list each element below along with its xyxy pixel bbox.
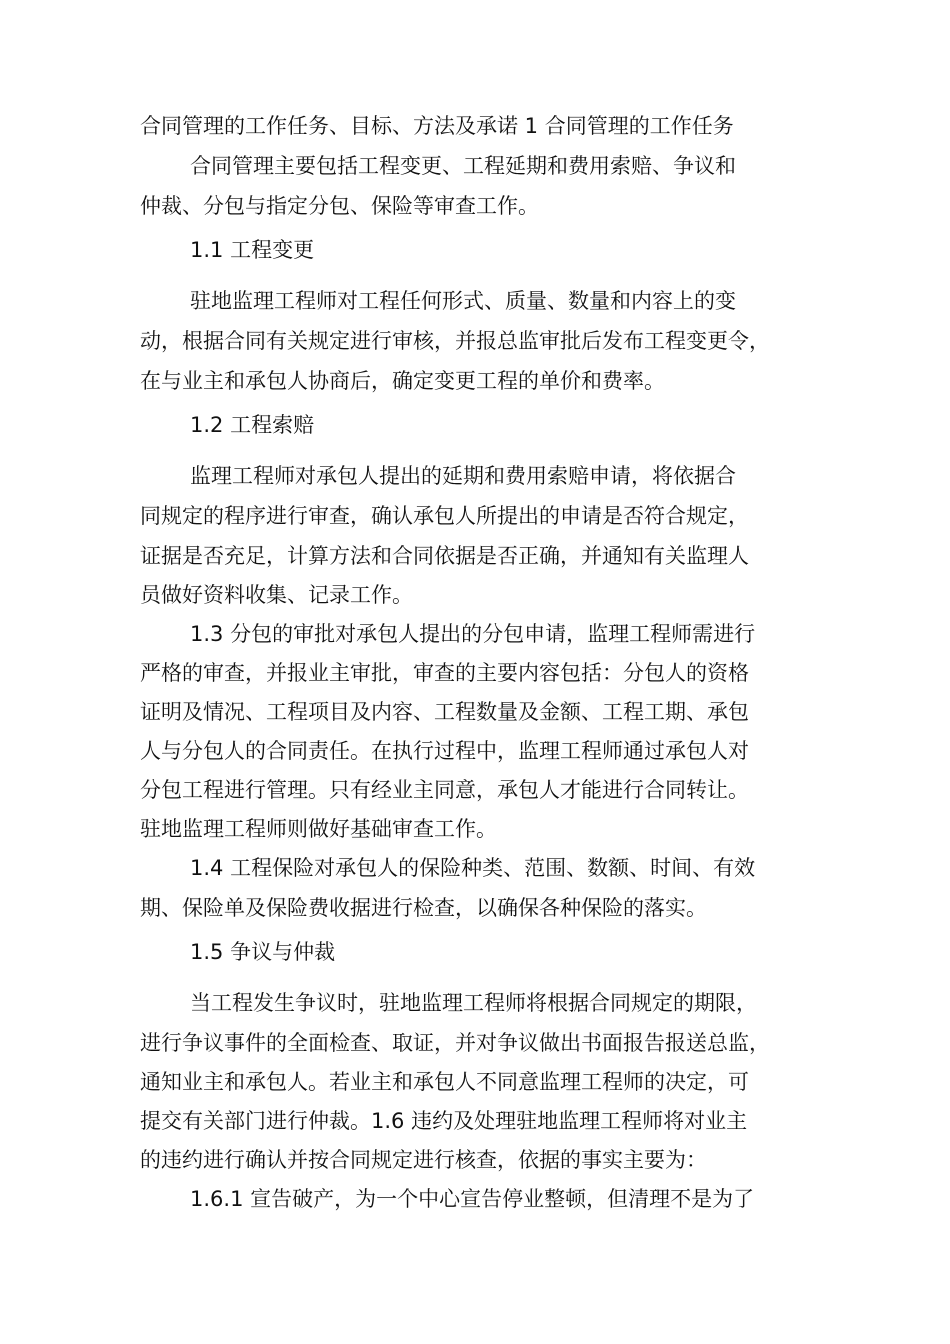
text-line: 驻地监理工程师则做好基础审查工作。 — [140, 817, 497, 841]
text-line: 分包工程进行管理。只有经业主同意，承包人才能进行合同转让。 — [140, 778, 749, 802]
section-heading: 1.5 争议与仲裁 — [190, 940, 336, 964]
text-line: 的违约进行确认并按合同规定进行核查，依据的事实主要为： — [140, 1148, 707, 1172]
text-line: 证明及情况、工程项目及内容、工程数量及金额、工程工期、承包 — [140, 700, 749, 724]
text-line: 合同管理的工作任务、目标、方法及承诺 1 合同管理的工作任务 — [140, 114, 734, 138]
text-line: 在与业主和承包人协商后，确定变更工程的单价和费率。 — [140, 369, 665, 393]
text-line: 1.6.1 宣告破产，为一个中心宣告停业整顿，但清理不是为了 — [190, 1187, 755, 1211]
text-line: 员做好资料收集、记录工作。 — [140, 583, 413, 607]
text-line: 监理工程师对承包人提出的延期和费用索赔申请，将依据合 — [190, 464, 736, 488]
section-heading: 1.2 工程索赔 — [190, 413, 315, 437]
text-line: 同规定的程序进行审查，确认承包人所提出的申请是否符合规定， — [140, 504, 749, 528]
text-line: 人与分包人的合同责任。在执行过程中，监理工程师通过承包人对 — [140, 739, 749, 763]
text-line: 进行争议事件的全面检查、取证，并对争议做出书面报告报送总监， — [140, 1031, 770, 1055]
text-line: 严格的审查，并报业主审批，审查的主要内容包括：分包人的资格 — [140, 661, 749, 685]
text-line: 证据是否充足，计算方法和合同依据是否正确，并通知有关监理人 — [140, 544, 749, 568]
text-line: 1.3 分包的审批对承包人提出的分包申请，监理工程师需进行 — [190, 622, 756, 646]
text-line: 提交有关部门进行仲裁。1.6 违约及处理驻地监理工程师将对业主 — [140, 1109, 748, 1133]
text-line: 当工程发生争议时，驻地监理工程师将根据合同规定的期限， — [190, 991, 757, 1015]
text-line: 1.4 工程保险对承包人的保险种类、范围、数额、时间、有效 — [190, 856, 756, 880]
text-line: 驻地监理工程师对工程任何形式、质量、数量和内容上的变 — [190, 289, 736, 313]
section-heading: 1.1 工程变更 — [190, 238, 315, 262]
text-line: 通知业主和承包人。若业主和承包人不同意监理工程师的决定，可 — [140, 1070, 749, 1094]
text-line: 仲裁、分包与指定分包、保险等审查工作。 — [140, 194, 539, 218]
text-line: 期、保险单及保险费收据进行检查，以确保各种保险的落实。 — [140, 896, 707, 920]
text-line: 合同管理主要包括工程变更、工程延期和费用索赔、争议和 — [190, 154, 736, 178]
text-line: 动，根据合同有关规定进行审核，并报总监审批后发布工程变更令， — [140, 329, 770, 353]
